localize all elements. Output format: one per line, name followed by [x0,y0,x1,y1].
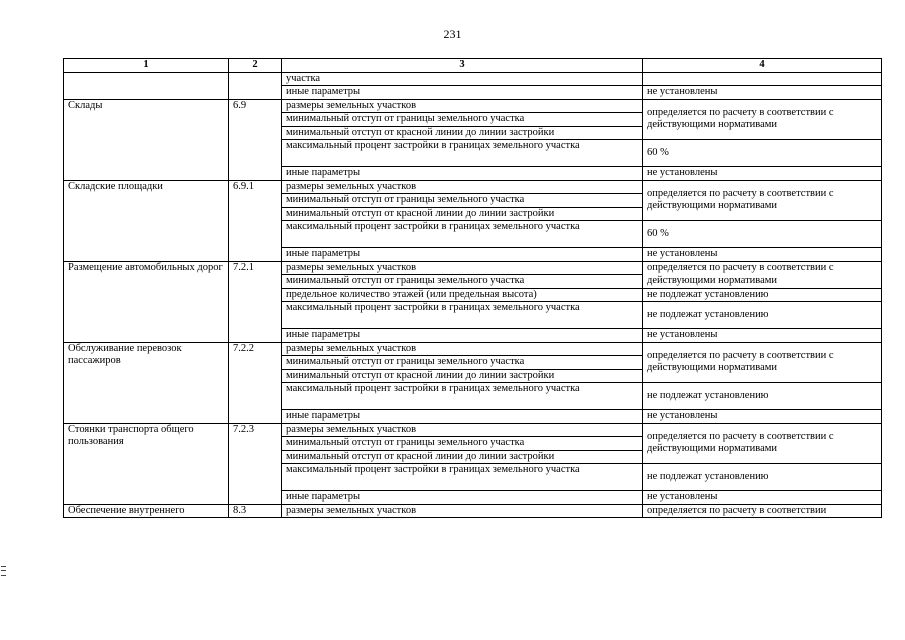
header-col-4: 4 [643,59,882,73]
param-cell: размеры земельных участков [282,180,643,194]
value-cell: не подлежат установлению [643,302,882,329]
param-cell: максимальный процент застройки в границах земельного участка [282,464,643,491]
param-cell: минимальный отступ от красной линии до линии застройки [282,450,643,464]
use-name-cell: Стоянки транспорта общего пользования [64,423,229,504]
param-cell: иные параметры [282,86,643,100]
value-cell: не установлены [643,491,882,505]
value-cell: не подлежат установлению [643,464,882,491]
table-row [64,261,882,275]
use-name-cell: Обеспечение внутреннего [64,504,229,518]
param-cell: иные параметры [282,329,643,343]
value-cell: не установлены [643,410,882,424]
param-cell: минимальный отступ от красной линии до линии застройки [282,207,643,221]
table-row [64,342,882,356]
param-cell: минимальный отступ от границы земельного участка [282,437,643,451]
param-cell: размеры земельных участков [282,342,643,356]
table-row [64,180,882,194]
use-name-cell [64,72,229,99]
use-code-cell: 8.3 [229,504,282,518]
use-code-cell: 6.9 [229,99,282,180]
param-cell: минимальный отступ от границы земельного участка [282,356,643,370]
use-name-cell: Складские площадки [64,180,229,261]
scan-edge-mark [1,566,6,576]
value-cell: определяется по расчету в соответствии [643,504,882,518]
value-cell: не подлежат установлению [643,288,882,302]
use-code-cell: 6.9.1 [229,180,282,261]
use-name-cell: Размещение автомобильных дорог [64,261,229,342]
param-cell: иные параметры [282,491,643,505]
value-cell: 60 % [643,140,882,167]
value-cell: определяется по расчету в соответствии с действующими нормативами [643,423,882,464]
param-cell: иные параметры [282,410,643,424]
header-col-2: 2 [229,59,282,73]
value-cell: определяется по расчету в соответствии с действующими нормативами [643,261,882,288]
header-col-1: 1 [64,59,229,73]
param-cell: минимальный отступ от границы земельного участка [282,194,643,208]
table-row [64,423,882,437]
param-cell: участка [282,72,643,86]
param-cell: иные параметры [282,167,643,181]
value-cell: 60 % [643,221,882,248]
value-cell: определяется по расчету в соответствии с действующими нормативами [643,342,882,383]
value-cell: не установлены [643,167,882,181]
param-cell: иные параметры [282,248,643,262]
param-cell: размеры земельных участков [282,99,643,113]
param-cell: размеры земельных участков [282,423,643,437]
param-cell: минимальный отступ от границы земельного участка [282,113,643,127]
param-cell: максимальный процент застройки в границах земельного участка [282,302,643,329]
param-cell: максимальный процент застройки в границах земельного участка [282,221,643,248]
use-code-cell: 7.2.3 [229,423,282,504]
value-cell [643,72,882,86]
header-row [64,59,882,73]
use-name-cell: Склады [64,99,229,180]
param-cell: размеры земельных участков [282,504,643,518]
value-cell: определяется по расчету в соответствии с действующими нормативами [643,180,882,221]
table-row [64,72,882,86]
param-cell: минимальный отступ от красной линии до линии застройки [282,369,643,383]
value-cell: определяется по расчету в соответствии с действующими нормативами [643,99,882,140]
param-cell: предельное количество этажей (или предельная высота) [282,288,643,302]
value-cell: не установлены [643,248,882,262]
value-cell: не установлены [643,329,882,343]
value-cell: не установлены [643,86,882,100]
param-cell: размеры земельных участков [282,261,643,275]
param-cell: максимальный процент застройки в границах земельного участка [282,383,643,410]
header-col-3: 3 [282,59,643,73]
use-code-cell: 7.2.2 [229,342,282,423]
table-row [64,99,882,113]
zoning-parameters-table [63,58,882,518]
use-name-cell: Обслуживание перевозок пассажиров [64,342,229,423]
use-code-cell: 7.2.1 [229,261,282,342]
param-cell: минимальный отступ от красной линии до линии застройки [282,126,643,140]
table-row [64,504,882,518]
page-number: 231 [443,27,462,41]
param-cell: максимальный процент застройки в границах земельного участка [282,140,643,167]
value-cell: не подлежат установлению [643,383,882,410]
use-code-cell [229,72,282,99]
param-cell: минимальный отступ от границы земельного участка [282,275,643,289]
